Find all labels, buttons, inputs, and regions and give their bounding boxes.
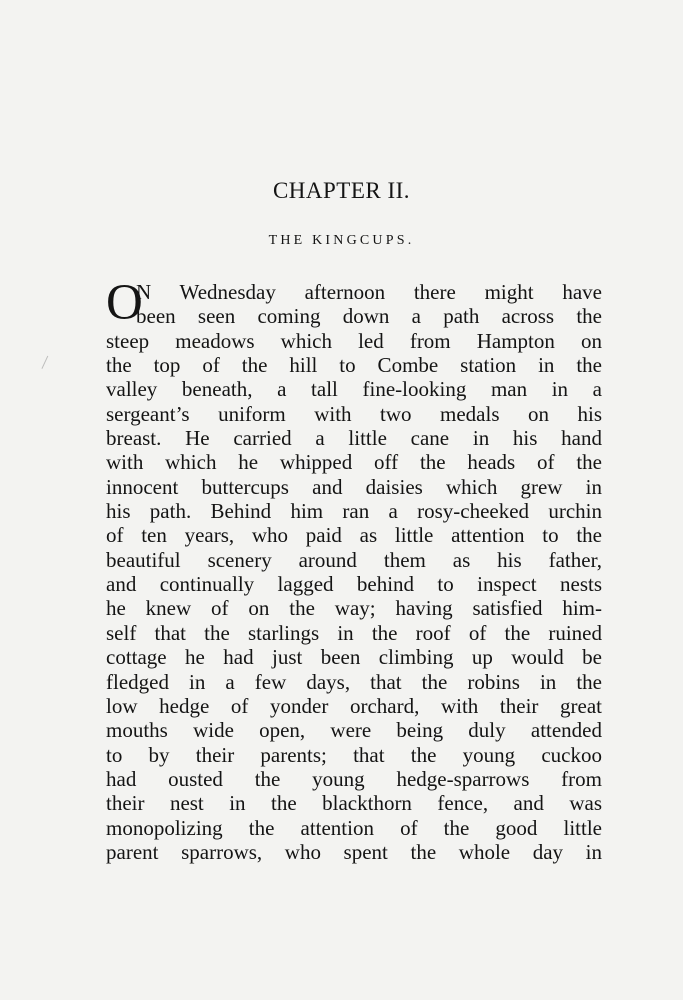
text-line: fledged in a few days, that the robins in the	[106, 669, 602, 694]
text-line: of ten years, who paid as little attention to the	[106, 523, 602, 548]
chapter-heading: CHAPTER II.	[272, 178, 411, 203]
body-text	[106, 275, 602, 864]
text-line: low hedge of yonder orchard, with their great	[106, 693, 602, 718]
text-line: with which he whipped off the heads of the	[106, 450, 602, 475]
text-line: to by their parents; that the young cuckoo	[106, 742, 602, 767]
text-line: had ousted the young hedge-sparrows from	[106, 766, 602, 791]
text-line: he knew of on the way; having satisfied him-	[106, 596, 602, 621]
text-line: N Wednesday afternoon there might have	[136, 280, 602, 304]
drop-cap: O	[106, 275, 143, 331]
text-line: the top of the hill to Combe station in the	[106, 353, 602, 378]
text-line: sergeant’s uniform with two medals on his	[106, 401, 602, 426]
text-line: self that the starlings in the roof of the ruined	[106, 620, 602, 645]
text-line: and continually lagged behind to inspect nests	[106, 572, 602, 597]
text-line: monopolizing the attention of the good little	[106, 815, 602, 840]
margin-mark	[41, 356, 55, 372]
text-line: innocent buttercups and daisies which grew in	[106, 474, 602, 499]
text-line: valley beneath, a tall fine-looking man in a	[106, 377, 602, 402]
text-line: parent sparrows, who spent the whole day in	[106, 839, 602, 864]
text-line: mouths wide open, were being duly attended	[106, 718, 602, 743]
chapter-title: THE KINGCUPS.	[268, 233, 415, 248]
text-line: steep meadows which led from Hampton on	[106, 328, 602, 353]
text-line: cottage he had just been climbing up would be	[106, 645, 602, 670]
text-line: beautiful scenery around them as his father,	[106, 547, 602, 572]
text-line: breast. He carried a little cane in his hand	[106, 426, 602, 451]
text-line: his path. Behind him ran a rosy-cheeked urchin	[106, 499, 602, 524]
text-line: their nest in the blackthorn fence, and was	[106, 791, 602, 816]
text-line: been seen coming down a path across the	[136, 304, 602, 329]
